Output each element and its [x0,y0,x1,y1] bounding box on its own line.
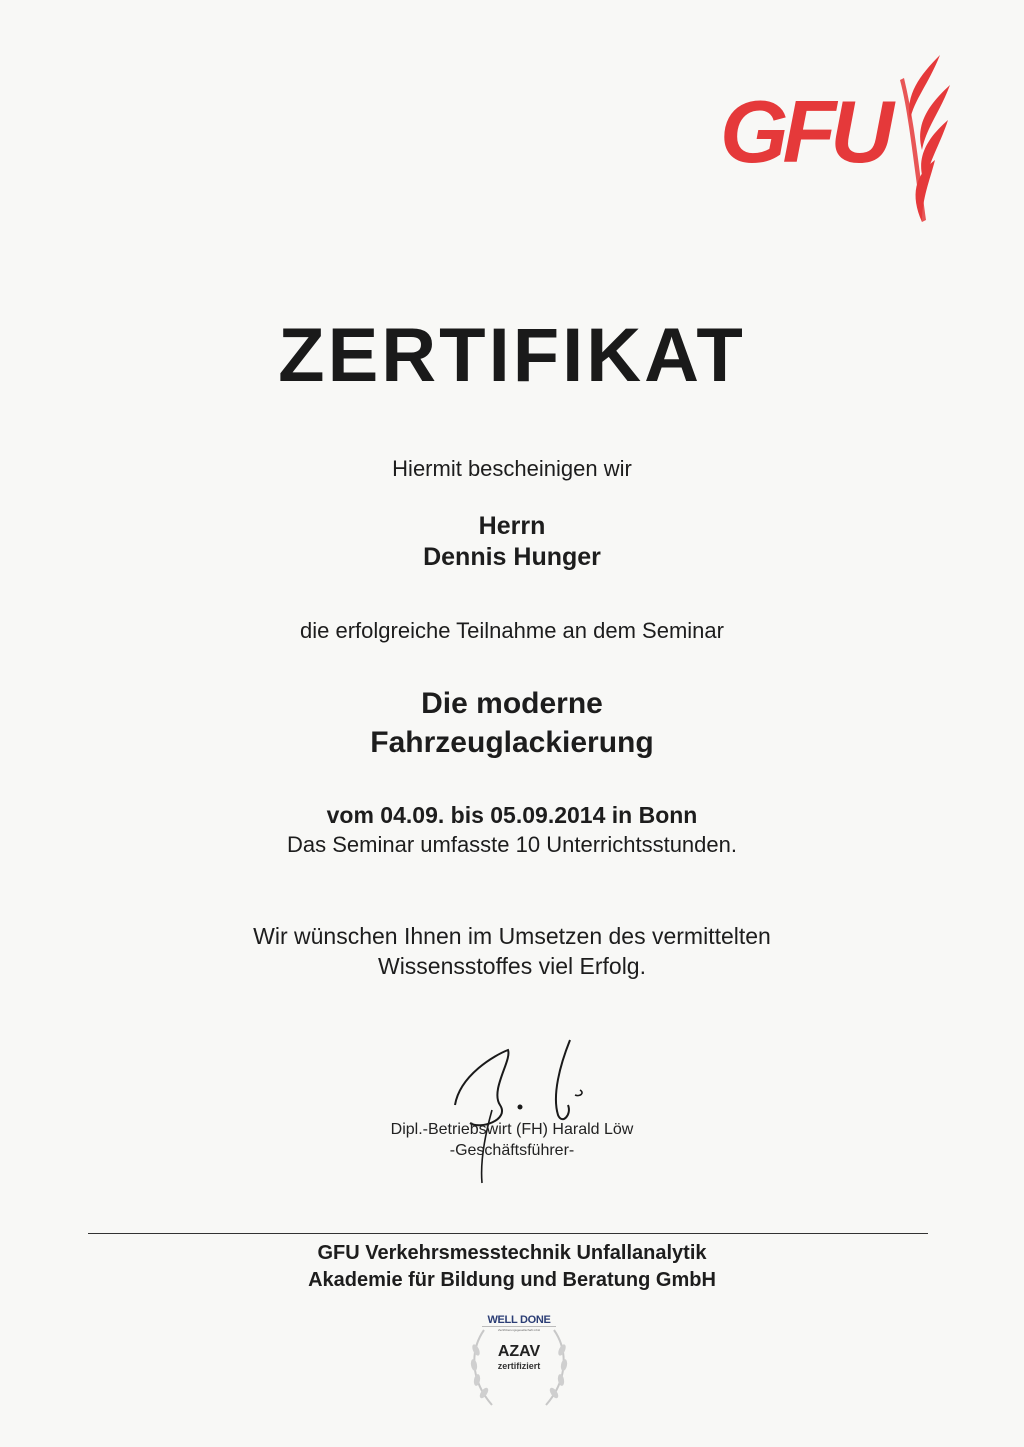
certificate-title: ZERTIFIKAT [278,313,746,398]
wish-line-2: Wissensstoffes viel Erfolg. [377,952,646,979]
footer-divider [88,1233,928,1234]
badge-status: zertifiziert [497,1361,541,1371]
flame-swoosh-icon [870,50,960,230]
badge-brand: WELL DONE [487,1314,551,1326]
badge-subtitle: Zertifizierungsgesellschaft mbH [482,1326,556,1333]
recipient-block [0,511,1024,574]
participation-text: die erfolgreiche Teilnahme an dem Seminar [300,618,724,643]
footer-line-2: Akademie für Bildung und Beratung GmbH [308,1269,716,1291]
intro-text: Hiermit bescheinigen wir [392,456,632,481]
seminar-title-line-2: Fahrzeuglackierung [370,726,654,759]
handwritten-signature [440,1035,600,1185]
signer-block [0,1120,1024,1162]
wish-line-1: Wir wünschen Ihnen im Umsetzen des vermittelten [253,923,771,949]
footer-line-1: GFU Verkehrsmesstechnik Unfallanalytik [317,1242,707,1264]
wish-text [0,922,1024,982]
badge-text [482,1310,556,1371]
logo-text: GFU [720,82,888,181]
signer-role: -Geschäftsführer- [449,1141,575,1159]
recipient-name: Dennis Hunger [423,543,601,572]
footer-organization [0,1240,1024,1294]
gfu-logo [720,50,970,230]
salutation: Herrn [478,512,546,540]
seminar-title-line-1: Die moderne [421,687,603,720]
signer-name: Dipl.-Betriebswirt (FH) Harald Löw [390,1121,634,1138]
seminar-hours: Das Seminar umfasste 10 Unterrichtsstunden. [287,832,737,857]
seminar-title [0,684,1024,762]
badge-label: AZAV [497,1343,541,1360]
azav-certification-badge [462,1310,576,1414]
seminar-date-place: vom 04.09. bis 05.09.2014 in Bonn [326,802,698,828]
